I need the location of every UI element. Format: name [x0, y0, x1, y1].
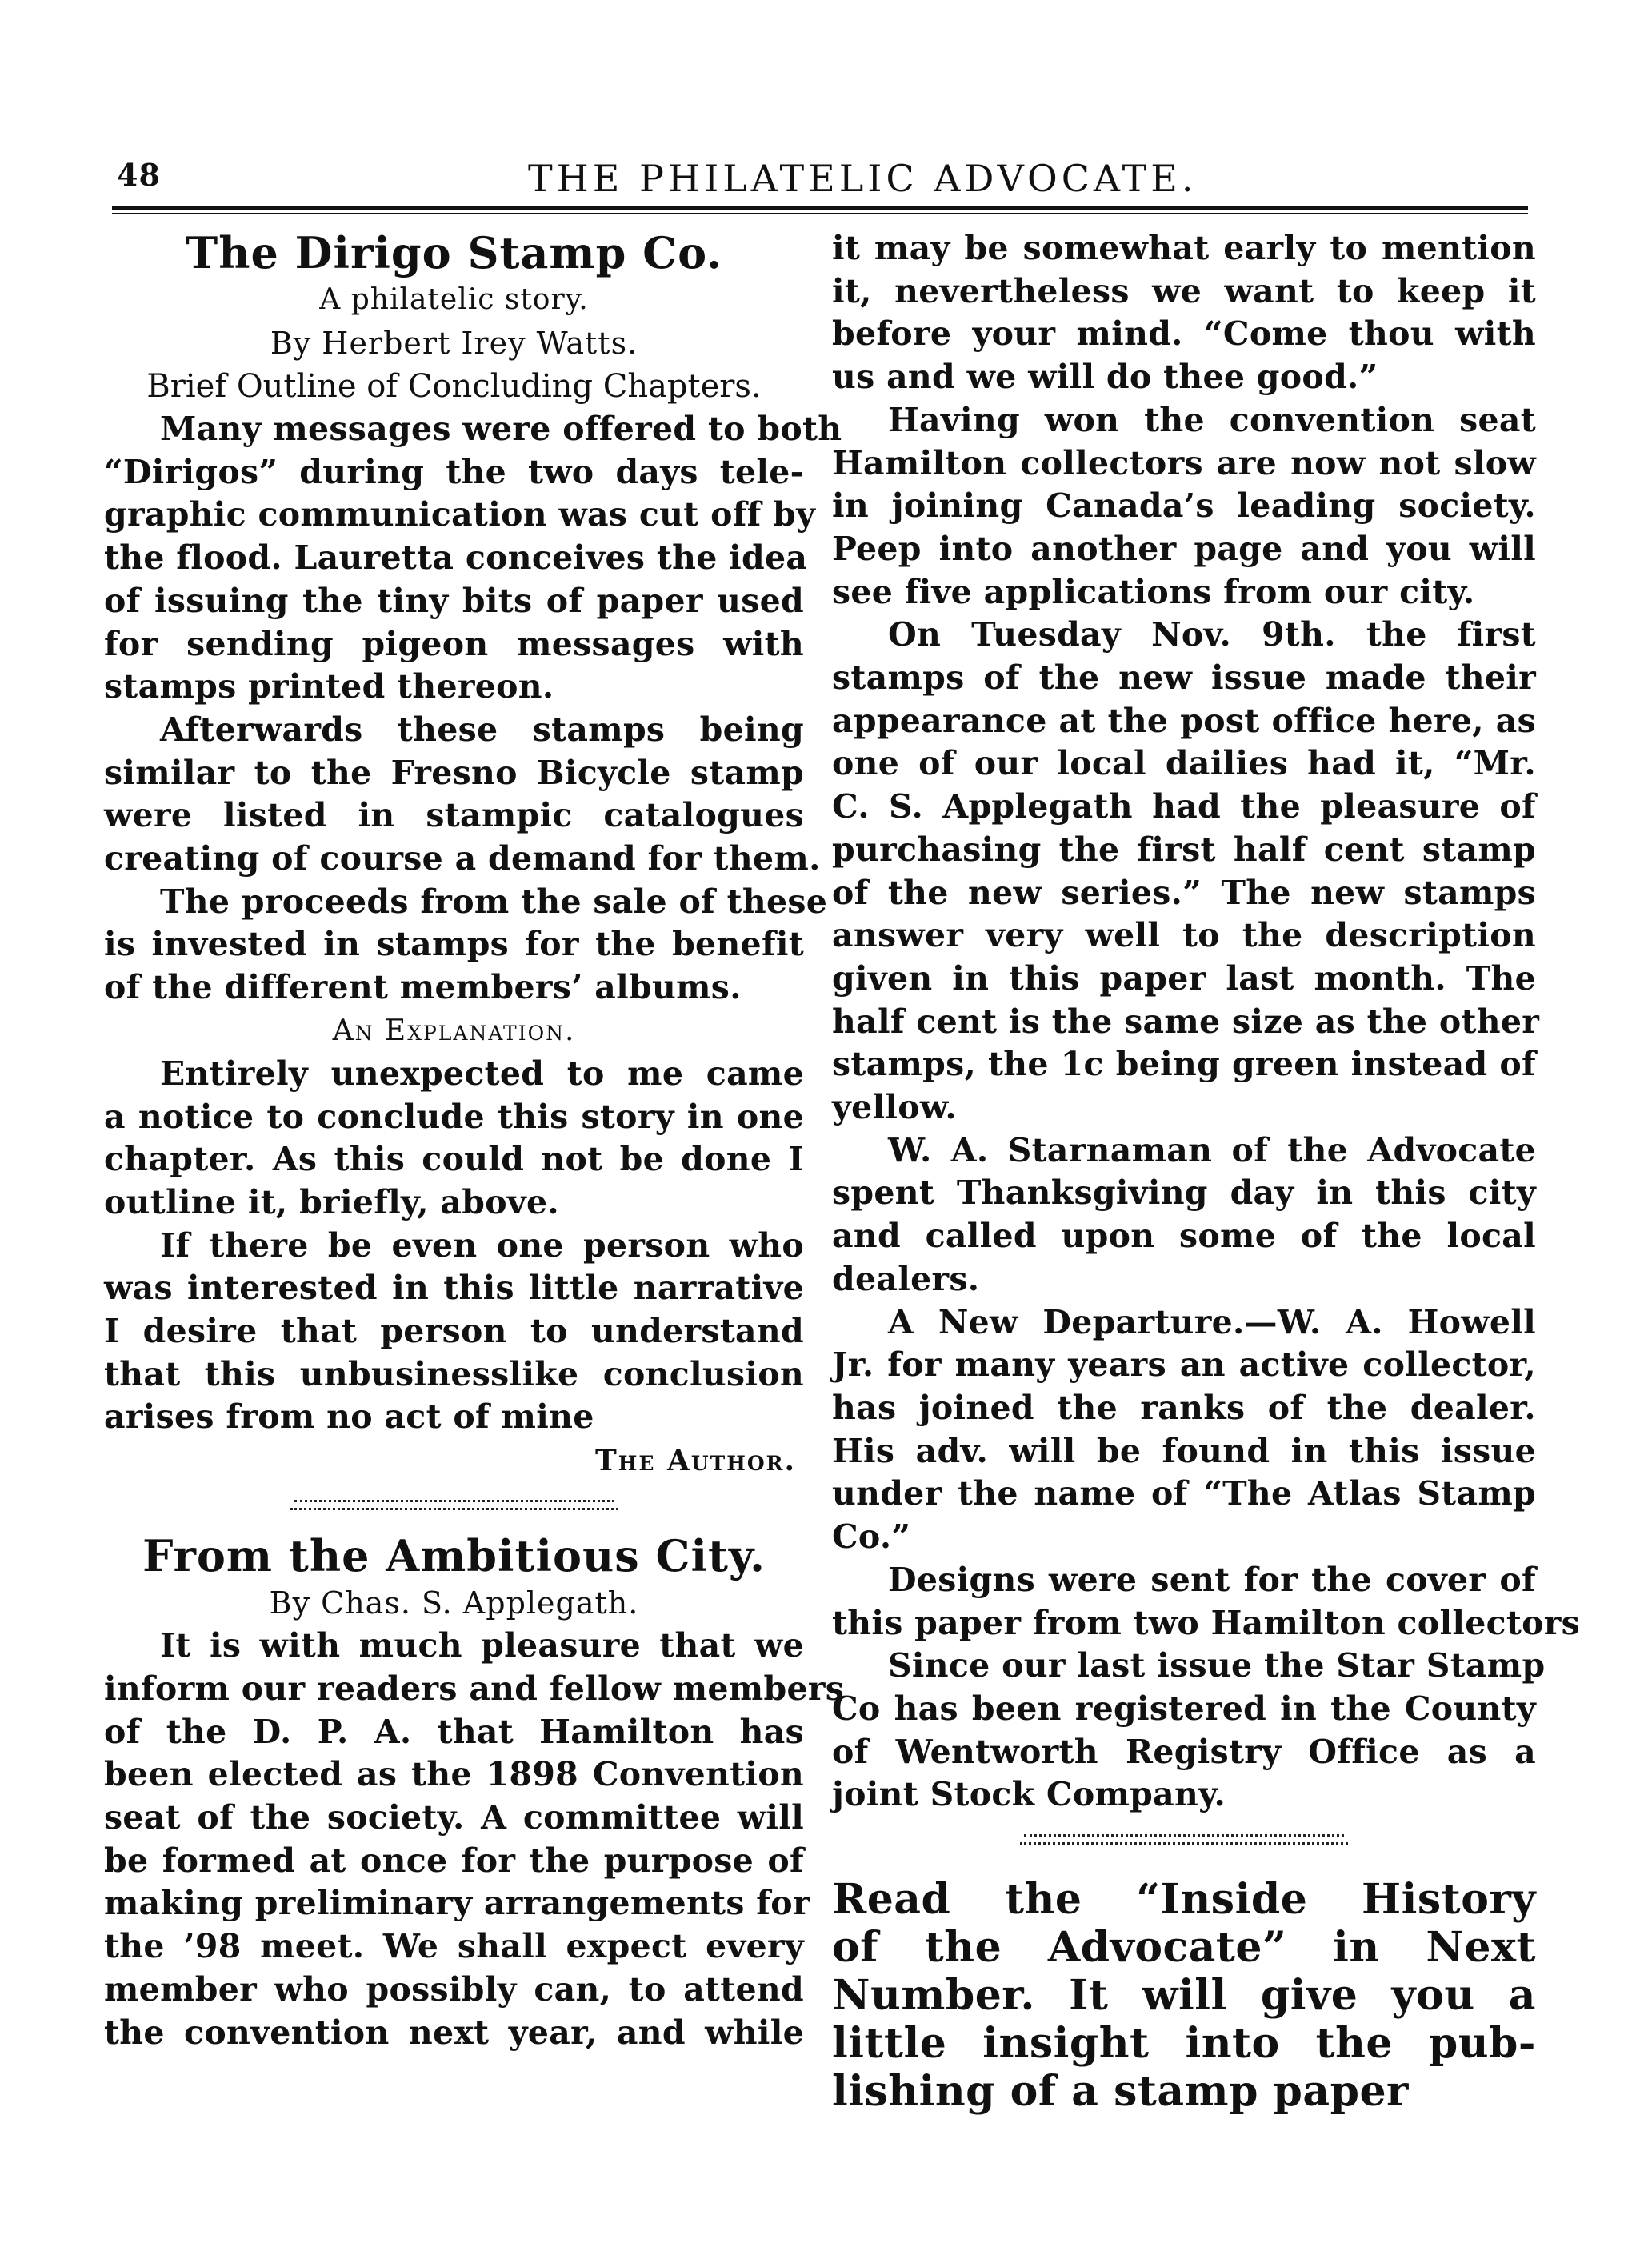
- page-header: [112, 157, 1528, 203]
- text-line: Having won the convention seat: [888, 400, 1536, 439]
- paragraph: [832, 399, 1536, 614]
- text-line: see five applications from our city.: [832, 572, 1475, 611]
- promo-line: little insight into the pub-: [832, 2019, 1536, 2069]
- text-line: “Dirigos” during the two days tele-: [104, 452, 804, 491]
- running-title: THE PHILATELIC ADVOCATE.: [528, 157, 1198, 200]
- promo-line: Read the “Inside History: [832, 1875, 1536, 1925]
- text-line: Designs were sent for the cover of: [888, 1560, 1536, 1599]
- story-title-dirigo: The Dirigo Stamp Co.: [186, 227, 722, 278]
- paragraph: [832, 1645, 1546, 1817]
- text-line: On Tuesday Nov. 9th. the first: [888, 615, 1536, 654]
- text-line: is invested in stamps for the benefit: [104, 925, 804, 964]
- paragraph: [832, 1559, 1581, 1645]
- promo-line: of the Advocate” in Next: [832, 1923, 1536, 1973]
- story-byline: By Chas. S. Applegath.: [269, 1585, 639, 1621]
- text-line: under the name of “The Atlas Stamp: [832, 1474, 1536, 1513]
- text-line: creating of course a demand for them.: [104, 839, 821, 878]
- paragraph: [832, 614, 1540, 1129]
- paragraph: [832, 1301, 1536, 1559]
- text-line: His adv. will be found in this issue: [832, 1431, 1536, 1470]
- text-line: The proceeds from the sale of these: [160, 882, 828, 921]
- paragraph: [832, 1130, 1536, 1301]
- text-line: joint Stock Company.: [832, 1775, 1226, 1814]
- section-divider: [832, 1817, 1536, 1865]
- text-line: were listed in stampic catalogues: [104, 796, 804, 835]
- text-line: Hamilton collectors are now not slow: [832, 443, 1536, 482]
- text-line: us and we will do thee good.”: [832, 358, 1378, 397]
- text-line: A New Departure.—W. A. Howell: [888, 1302, 1536, 1341]
- text-line: purchasing the first half cent stamp: [832, 830, 1536, 869]
- paragraph: [104, 1625, 845, 2054]
- paragraph: [104, 1225, 804, 1440]
- text-line: yellow.: [832, 1088, 957, 1127]
- text-line: one of our local dailies had it, “Mr.: [832, 744, 1536, 783]
- text-line: stamps, the 1c being green instead of: [832, 1045, 1536, 1084]
- header-rule-thin: [112, 213, 1528, 214]
- text-line: answer very well to the description: [832, 916, 1536, 955]
- text-line: Since our last issue the Star Stamp: [888, 1646, 1546, 1685]
- text-line: has joined the ranks of the dealer.: [832, 1388, 1536, 1427]
- text-line: Peep into another page and you will: [832, 529, 1536, 568]
- text-line: seat of the society. A committee will: [104, 1797, 804, 1837]
- right-column: [832, 227, 1581, 2117]
- text-line: outline it, briefly, above.: [104, 1182, 559, 1221]
- text-line: a notice to conclude this story in one: [104, 1097, 804, 1136]
- text-line: Entirely unexpected to me came: [160, 1054, 804, 1093]
- paragraph: [104, 709, 821, 881]
- explanation-heading: An Explanation.: [332, 1014, 576, 1047]
- paragraph: [104, 1053, 804, 1225]
- text-line: I desire that person to understand: [104, 1312, 804, 1351]
- text-line: of the D. P. A. that Hamilton has: [104, 1712, 804, 1751]
- section-divider: [104, 1482, 804, 1530]
- text-line: arises from no act of mine: [104, 1397, 594, 1437]
- text-line: appearance at the post office here, as: [832, 701, 1536, 740]
- outline-heading: Brief Outline of Concluding Chapters.: [146, 368, 762, 405]
- text-line: W. A. Starnaman of the Advocate: [888, 1130, 1536, 1169]
- text-line: similar to the Fresno Bicycle stamp: [104, 753, 804, 792]
- story-subtitle: A philatelic story.: [319, 283, 589, 316]
- text-line: making preliminary arrangements for: [104, 1884, 810, 1923]
- header-rule: [112, 206, 1528, 210]
- text-line: spent Thanksgiving day in this city: [832, 1173, 1536, 1213]
- text-line: graphic communication was cut off by: [104, 495, 816, 534]
- text-line: stamps of the new issue made their: [832, 658, 1536, 698]
- text-line: chapter. As this could not be done I: [104, 1140, 804, 1179]
- text-line: Jr. for many years an active collector,: [832, 1345, 1536, 1385]
- text-line: before your mind. “Come thou with: [832, 314, 1536, 354]
- paragraph: [832, 227, 1536, 399]
- text-line: and called upon some of the local: [832, 1217, 1536, 1256]
- text-line: it, nevertheless we want to keep it: [832, 271, 1536, 310]
- page-number: 48: [117, 157, 161, 193]
- text-line: member who possibly can, to attend: [104, 1969, 804, 2009]
- text-line: dealers.: [832, 1259, 980, 1298]
- text-line: of the different members’ albums.: [104, 968, 742, 1007]
- promo-line: lishing of a stamp paper: [832, 2067, 1409, 2117]
- text-line: the convention next year, and while: [104, 2013, 804, 2052]
- text-line: If there be even one person who: [160, 1225, 804, 1265]
- left-column: [104, 227, 845, 2054]
- text-line: been elected as the 1898 Convention: [104, 1755, 804, 1794]
- paragraph: [104, 408, 842, 709]
- text-line: that this unbusinesslike conclusion: [104, 1354, 804, 1393]
- text-line: half cent is the same size as the other: [832, 1002, 1540, 1041]
- text-line: Afterwards these stamps being: [160, 710, 804, 749]
- text-line: C. S. Applegath had the pleasure of: [832, 787, 1536, 826]
- text-line: Co.”: [832, 1517, 911, 1557]
- text-line: it may be somewhat early to mention: [832, 229, 1536, 267]
- signature: The Author.: [594, 1444, 796, 1478]
- text-line: It is with much pleasure that we: [160, 1626, 804, 1665]
- story-title-ambitious-city: From the Ambitious City.: [142, 1530, 766, 1582]
- text-line: of Wentworth Registry Office as a: [832, 1732, 1536, 1771]
- text-line: be formed at once for the purpose of: [104, 1841, 804, 1880]
- promo-line: Number. It will give you a: [832, 1971, 1536, 2021]
- promo-notice: [832, 1876, 1536, 2116]
- text-line: given in this paper last month. The: [832, 958, 1536, 998]
- text-line: in joining Canada’s leading society.: [832, 486, 1536, 526]
- text-line: of the new series.” The new stamps: [832, 873, 1536, 912]
- text-line: the ’98 meet. We shall expect every: [104, 1927, 804, 1966]
- text-line: the flood. Lauretta conceives the idea: [104, 538, 808, 578]
- text-line: of issuing the tiny bits of paper used: [104, 581, 804, 620]
- text-line: was interested in this little narrative: [104, 1269, 804, 1308]
- story-byline: By Herbert Irey Watts.: [270, 326, 638, 361]
- text-line: for sending pigeon messages with: [104, 624, 804, 663]
- text-line: this paper from two Hamilton collectors: [832, 1603, 1581, 1642]
- text-line: Many messages were offered to both: [160, 410, 842, 448]
- text-line: Co has been registered in the County: [832, 1689, 1536, 1728]
- paragraph: [104, 881, 828, 1010]
- text-line: inform our readers and fellow members: [104, 1669, 845, 1708]
- text-line: stamps printed thereon.: [104, 667, 554, 706]
